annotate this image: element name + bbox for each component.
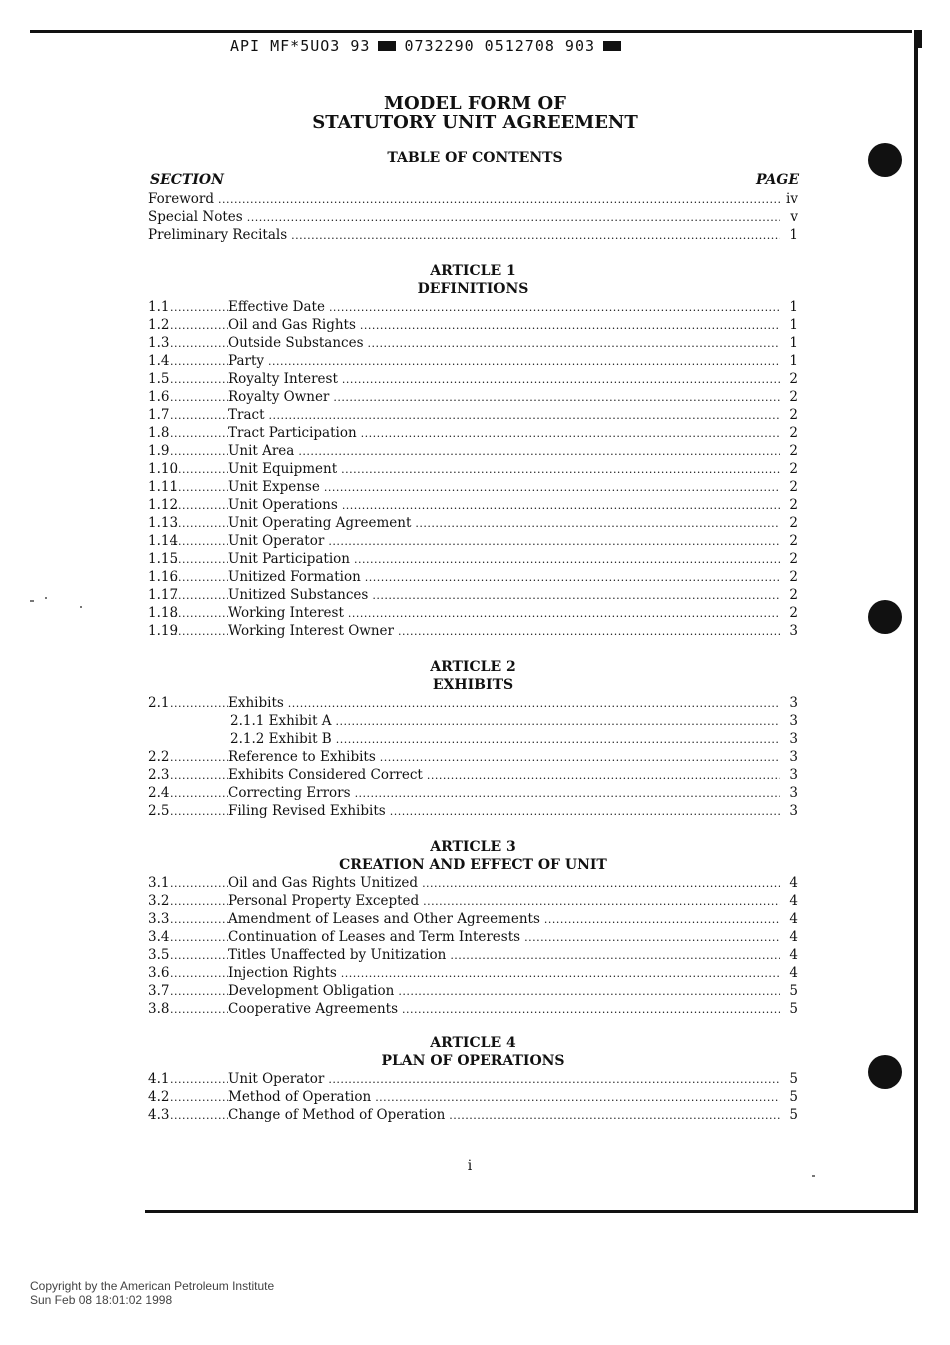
leader-dots [355, 784, 780, 803]
number-leader-dots [170, 604, 228, 623]
entry-label: Exhibits Considered Correct [228, 767, 423, 783]
number-leader-dots [170, 460, 228, 479]
number-leader-dots [170, 874, 228, 893]
section-number: 2.2 [148, 749, 170, 765]
entry-label: Unit Operator [228, 1071, 325, 1087]
toc-subentry [148, 730, 798, 748]
leader-dots [398, 622, 780, 641]
section-number: 4.2 [148, 1089, 170, 1105]
leader-dots [427, 766, 780, 785]
entry-page: 2 [789, 605, 798, 621]
toc-entry [148, 1088, 798, 1106]
toc-entry [148, 964, 798, 982]
toc-entry [148, 532, 798, 550]
leader-dots [342, 496, 780, 515]
entry-page: 2 [789, 407, 798, 423]
number-leader-dots [170, 334, 228, 353]
section-number: 3.2 [148, 893, 170, 909]
toc-entry [148, 460, 798, 478]
entry-page: 2 [789, 479, 798, 495]
right-border-bar [914, 30, 918, 1210]
toc-entry [148, 1106, 798, 1124]
entry-label: Oil and Gas Rights Unitized [228, 875, 419, 891]
toc-entry [148, 910, 798, 928]
section-number: 1.3 [148, 335, 170, 351]
toc-entry [148, 586, 798, 604]
number-leader-dots [170, 568, 228, 587]
number-leader-dots [170, 622, 228, 641]
entry-page: 2 [789, 389, 798, 405]
section-number: 1.12 [148, 497, 179, 513]
entry-label: Correcting Errors [228, 785, 351, 801]
entry-label: Royalty Interest [228, 371, 338, 387]
scan-speck [812, 1175, 815, 1177]
entry-page: 5 [789, 1071, 798, 1087]
entry-page: 1 [789, 227, 798, 243]
article-heading: ARTICLE 2 [430, 659, 516, 675]
entry-page: 5 [789, 1089, 798, 1105]
toc-entry [148, 766, 798, 784]
leader-dots [298, 442, 780, 461]
section-number: 3.4 [148, 929, 170, 945]
punch-hole-middle [868, 600, 902, 634]
section-number: 2.4 [148, 785, 170, 801]
section-number: 1.6 [148, 389, 170, 405]
number-leader-dots [170, 586, 228, 605]
article-subheading: DEFINITIONS [417, 281, 529, 297]
toc-entry [148, 622, 798, 640]
entry-label: Outside Substances [228, 335, 364, 351]
entry-page: 2 [789, 569, 798, 585]
document-title-line-2: STATUTORY UNIT AGREEMENT [312, 112, 638, 133]
toc-entry [148, 1070, 798, 1088]
section-number: 1.7 [148, 407, 170, 423]
timestamp-line: Sun Feb 08 18:01:02 1998 [30, 1293, 173, 1307]
copyright-notice [30, 1279, 274, 1307]
entry-label: Development Obligation [228, 983, 395, 999]
section-number: 1.14 [148, 533, 179, 549]
entry-label: Unit Area [228, 443, 295, 459]
entry-page: 2 [789, 371, 798, 387]
leader-dots [329, 298, 780, 317]
toc-entry [148, 1000, 798, 1018]
number-leader-dots [170, 766, 228, 785]
entry-page: 2 [789, 587, 798, 603]
entry-label: Foreword [148, 191, 214, 207]
leader-dots [354, 550, 780, 569]
toc-entry [148, 784, 798, 802]
toc-entry [148, 748, 798, 766]
leader-dots [415, 514, 780, 533]
article-subheading: CREATION AND EFFECT OF UNIT [339, 857, 607, 873]
punch-hole-bottom [868, 1055, 902, 1089]
section-number: 1.16 [148, 569, 179, 585]
section-number: 4.3 [148, 1107, 170, 1123]
section-number: 2.1 [148, 695, 170, 711]
scan-speck [80, 606, 82, 608]
toc-entry [148, 406, 798, 424]
entry-label: 2.1.1 Exhibit A [230, 713, 332, 729]
leader-dots [336, 730, 780, 749]
leader-dots [422, 874, 780, 893]
leader-dots [336, 712, 780, 731]
entry-page: 3 [789, 785, 798, 801]
entry-page: 4 [789, 893, 798, 909]
section-number: 1.17 [148, 587, 179, 603]
copyright-line: Copyright by the American Petroleum Institute [30, 1279, 275, 1293]
number-leader-dots [170, 802, 228, 821]
number-leader-dots [170, 1106, 228, 1125]
entry-page: iv [786, 191, 798, 207]
entry-page: 2 [789, 515, 798, 531]
section-number: 3.7 [148, 983, 170, 999]
section-column-header: SECTION [150, 172, 224, 188]
section-number: 3.3 [148, 911, 170, 927]
number-leader-dots [170, 928, 228, 947]
entry-page: 2 [789, 551, 798, 567]
toc-entry [148, 352, 798, 370]
number-leader-dots [170, 748, 228, 767]
number-leader-dots [170, 910, 228, 929]
number-leader-dots [170, 370, 228, 389]
toc-entry [148, 298, 798, 316]
toc-entry [148, 226, 798, 244]
section-number: 1.5 [148, 371, 170, 387]
toc-title: TABLE OF CONTENTS [387, 150, 563, 166]
header-block-mark [378, 41, 396, 51]
toc-entry [148, 442, 798, 460]
entry-label: Tract Participation [228, 425, 357, 441]
leader-dots [380, 748, 780, 767]
entry-page: 2 [789, 533, 798, 549]
number-leader-dots [170, 946, 228, 965]
article-heading: ARTICLE 4 [430, 1035, 516, 1051]
leader-dots [247, 208, 780, 227]
entry-page: 1 [789, 317, 798, 333]
article-1-block [148, 262, 798, 640]
toc-entry [148, 802, 798, 820]
section-number: 2.3 [148, 767, 170, 783]
toc-entry [148, 388, 798, 406]
leader-dots [341, 964, 780, 983]
toc-entry [148, 514, 798, 532]
entry-label: 2.1.2 Exhibit B [230, 731, 332, 747]
toc-entry [148, 694, 798, 712]
leader-dots [268, 352, 780, 371]
toc-subentry [148, 712, 798, 730]
entry-label: Amendment of Leases and Other Agreements [228, 911, 540, 927]
number-leader-dots [170, 532, 228, 551]
number-leader-dots [170, 298, 228, 317]
leader-dots [423, 892, 780, 911]
toc-entry [148, 334, 798, 352]
number-leader-dots [170, 784, 228, 803]
entry-page: v [790, 209, 798, 225]
leader-dots [398, 982, 780, 1001]
leader-dots [333, 388, 780, 407]
toc-entry [148, 874, 798, 892]
section-number: 1.18 [148, 605, 179, 621]
leader-dots [361, 424, 780, 443]
entry-page: 3 [789, 749, 798, 765]
number-leader-dots [170, 1088, 228, 1107]
entry-page: 4 [789, 947, 798, 963]
entry-page: 4 [789, 911, 798, 927]
entry-label: Unitized Substances [228, 587, 369, 603]
number-leader-dots [170, 406, 228, 425]
leader-dots [291, 226, 780, 245]
leader-dots [365, 568, 780, 587]
number-leader-dots [170, 496, 228, 515]
page-column-header: PAGE [756, 172, 799, 188]
entry-page: 1 [789, 299, 798, 315]
leader-dots [341, 460, 780, 479]
number-leader-dots [170, 352, 228, 371]
toc-entry [148, 604, 798, 622]
entry-label: Filing Revised Exhibits [228, 803, 386, 819]
scan-speck [45, 597, 47, 599]
entry-label: Unit Equipment [228, 461, 338, 477]
section-number: 1.8 [148, 425, 170, 441]
entry-label: Working Interest Owner [228, 623, 394, 639]
entry-page: 2 [789, 425, 798, 441]
section-number: 1.13 [148, 515, 179, 531]
section-number: 1.9 [148, 443, 170, 459]
entry-label: Exhibits [228, 695, 284, 711]
entry-label: Method of Operation [228, 1089, 372, 1105]
toc-entry [148, 550, 798, 568]
article-heading: ARTICLE 1 [430, 263, 516, 279]
article-subheading: PLAN OF OPERATIONS [381, 1053, 565, 1069]
entry-page: 1 [789, 353, 798, 369]
entry-page: 2 [789, 497, 798, 513]
entry-label: Unit Participation [228, 551, 350, 567]
entry-label: Cooperative Agreements [228, 1001, 399, 1017]
header-code-part-1: API MF*5UO3 93 [230, 37, 371, 55]
entry-label: Change of Method of Operation [228, 1107, 446, 1123]
entry-page: 5 [789, 1001, 798, 1017]
section-number: 3.5 [148, 947, 170, 963]
entry-page: 3 [789, 767, 798, 783]
toc-entry [148, 190, 798, 208]
number-leader-dots [170, 964, 228, 983]
article-4-block [148, 1034, 798, 1124]
entry-page: 3 [789, 713, 798, 729]
leader-dots [390, 802, 780, 821]
toc-entry [148, 424, 798, 442]
section-number: 1.10 [148, 461, 179, 477]
entry-label: Special Notes [148, 209, 243, 225]
entry-label: Party [228, 353, 265, 369]
entry-label: Royalty Owner [228, 389, 330, 405]
leader-dots [372, 586, 780, 605]
entry-label: Titles Unaffected by Unitization [228, 947, 447, 963]
article-subheading: EXHIBITS [432, 677, 514, 693]
entry-label: Unit Operating Agreement [228, 515, 412, 531]
entry-page: 2 [789, 443, 798, 459]
document-title-line-1: MODEL FORM OF [384, 93, 566, 114]
entry-page: 3 [789, 731, 798, 747]
number-leader-dots [170, 478, 228, 497]
leader-dots [324, 478, 780, 497]
entry-label: Oil and Gas Rights [228, 317, 356, 333]
number-leader-dots [170, 982, 228, 1001]
leader-dots [544, 910, 780, 929]
entry-label: Unit Operations [228, 497, 338, 513]
entry-page: 4 [789, 875, 798, 891]
entry-label: Unitized Formation [228, 569, 361, 585]
section-number: 3.8 [148, 1001, 170, 1017]
entry-label: Injection Rights [228, 965, 337, 981]
toc-entry [148, 946, 798, 964]
section-number: 4.1 [148, 1071, 170, 1087]
document-header-code [230, 37, 621, 55]
section-number: 3.6 [148, 965, 170, 981]
page-number: i [467, 1158, 473, 1174]
number-leader-dots [170, 1070, 228, 1089]
entry-page: 5 [789, 1107, 798, 1123]
leader-dots [360, 316, 780, 335]
section-number: 1.19 [148, 623, 179, 639]
number-leader-dots [170, 694, 228, 713]
leader-dots [402, 1000, 780, 1019]
section-number: 3.1 [148, 875, 170, 891]
entry-label: Unit Expense [228, 479, 320, 495]
toc-entry [148, 928, 798, 946]
toc-entry [148, 982, 798, 1000]
number-leader-dots [170, 892, 228, 911]
toc-entry [148, 316, 798, 334]
leader-dots [328, 532, 780, 551]
entry-label: Preliminary Recitals [148, 227, 288, 243]
entry-page: 4 [789, 965, 798, 981]
number-leader-dots [170, 316, 228, 335]
section-number: 1.15 [148, 551, 179, 567]
leader-dots [524, 928, 780, 947]
right-corner-mark [916, 30, 922, 48]
header-code-part-2: 0732290 0512708 903 [404, 37, 596, 55]
number-leader-dots [170, 550, 228, 569]
entry-page: 3 [789, 695, 798, 711]
header-block-mark [603, 41, 621, 51]
leader-dots [449, 1106, 780, 1125]
entry-label: Reference to Exhibits [228, 749, 376, 765]
front-matter-list [148, 190, 798, 244]
toc-entry [148, 370, 798, 388]
leader-dots [342, 370, 780, 389]
entry-page: 2 [789, 461, 798, 477]
entry-label: Tract [228, 407, 265, 423]
leader-dots [288, 694, 780, 713]
section-number: 1.11 [148, 479, 179, 495]
section-number: 1.1 [148, 299, 170, 315]
leader-dots [375, 1088, 780, 1107]
entry-label: Unit Operator [228, 533, 325, 549]
leader-dots [218, 190, 780, 209]
entry-page: 1 [789, 335, 798, 351]
number-leader-dots [170, 424, 228, 443]
leader-dots [450, 946, 780, 965]
entry-page: 4 [789, 929, 798, 945]
section-number: 1.2 [148, 317, 170, 333]
scan-speck [30, 600, 34, 602]
toc-entry [148, 568, 798, 586]
toc-entry [148, 496, 798, 514]
leader-dots [368, 334, 780, 353]
toc-entry [148, 892, 798, 910]
leader-dots [328, 1070, 780, 1089]
number-leader-dots [170, 442, 228, 461]
number-leader-dots [170, 388, 228, 407]
entry-label: Continuation of Leases and Term Interests [228, 929, 521, 945]
entry-label: Personal Property Excepted [228, 893, 420, 909]
entry-label: Working Interest [228, 605, 344, 621]
number-leader-dots [170, 1000, 228, 1019]
top-border-rule [30, 30, 912, 33]
bottom-border-rule [145, 1210, 918, 1213]
leader-dots [348, 604, 780, 623]
number-leader-dots [170, 514, 228, 533]
entry-page: 3 [789, 623, 798, 639]
article-2-block [148, 658, 798, 820]
toc-entry [148, 208, 798, 226]
article-heading: ARTICLE 3 [430, 839, 516, 855]
entry-page: 3 [789, 803, 798, 819]
section-number: 2.5 [148, 803, 170, 819]
leader-dots [269, 406, 781, 425]
toc-entry [148, 478, 798, 496]
entry-page: 5 [789, 983, 798, 999]
article-3-block [148, 838, 798, 1018]
section-number: 1.4 [148, 353, 170, 369]
entry-label: Effective Date [228, 299, 325, 315]
